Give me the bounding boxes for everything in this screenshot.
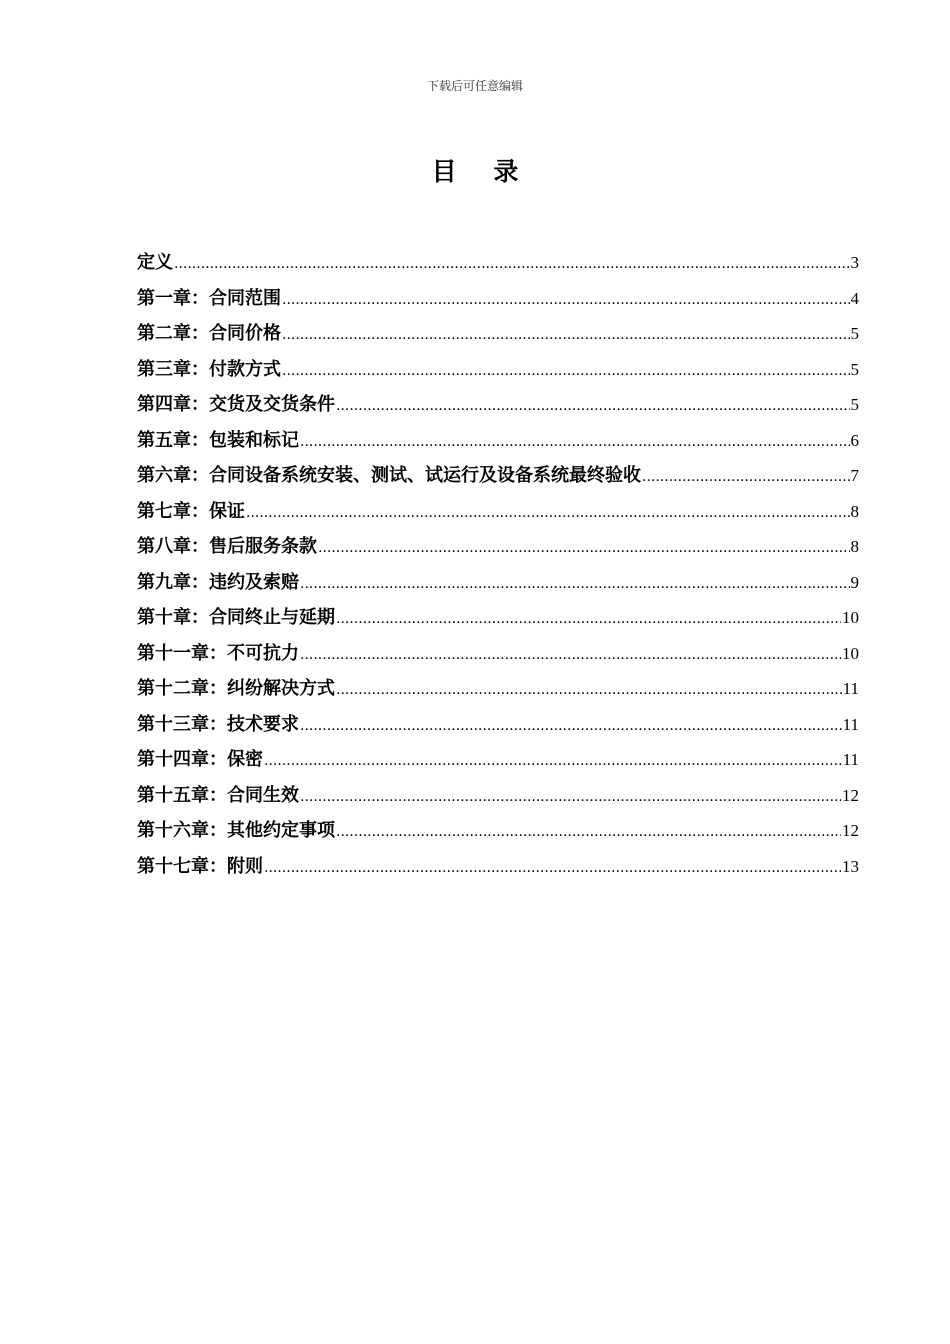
toc-entry-label: 第八章：售后服务条款 — [137, 536, 317, 557]
toc-entry-label: 第十五章：合同生效 — [137, 784, 299, 806]
toc-entry-page: 9 — [850, 572, 859, 592]
toc-entry[interactable] — [137, 458, 859, 494]
toc-entry-page: 3 — [850, 253, 859, 272]
toc-entry-page: 12 — [842, 821, 859, 840]
toc-entry-label: 第十二章：纠纷解决方式 — [137, 678, 335, 699]
toc-entry[interactable] — [137, 245, 859, 281]
toc-leader-dots — [318, 531, 850, 567]
toc-entry-page: 10 — [842, 608, 859, 627]
toc-leader-dots — [246, 496, 850, 532]
toc-entry-label: 第十七章：附则 — [137, 855, 263, 877]
toc-entry[interactable] — [137, 742, 859, 778]
toc-leader-dots — [336, 815, 841, 851]
toc-leader-dots — [336, 389, 850, 425]
toc-entry-label: 第十四章：保密 — [137, 749, 263, 770]
toc-leader-dots — [264, 744, 842, 780]
toc-entry-page: 6 — [850, 430, 859, 450]
toc-entry-label: 第十六章：其他约定事项 — [137, 820, 335, 841]
toc-entry-page: 8 — [850, 537, 859, 556]
toc-leader-dots — [336, 602, 841, 638]
toc-entry[interactable] — [137, 600, 859, 636]
toc-leader-dots — [282, 283, 850, 319]
toc-entry-page: 5 — [850, 324, 859, 343]
toc-entry[interactable] — [137, 494, 859, 530]
toc-entry-label: 第十章：合同终止与延期 — [137, 607, 335, 628]
toc-entry[interactable] — [137, 707, 859, 743]
toc-entry-label: 第五章：包装和标记 — [137, 429, 299, 451]
toc-leader-dots — [174, 247, 850, 283]
toc-entry[interactable] — [137, 352, 859, 388]
toc-leader-dots — [282, 354, 850, 390]
toc-entry-label: 第二章：合同价格 — [137, 323, 281, 344]
toc-entry-page: 10 — [842, 643, 859, 663]
toc-entry-label: 第六章：合同设备系统安装、测试、试运行及设备系统最终验收 — [137, 465, 641, 486]
header-note: 下载后可任意编辑 — [426, 79, 523, 93]
toc-entry-page: 8 — [850, 501, 859, 521]
toc-entry[interactable] — [137, 849, 859, 885]
toc-entry[interactable] — [137, 636, 859, 672]
toc-entry[interactable] — [137, 565, 859, 601]
toc-entry-page: 11 — [842, 679, 859, 698]
toc-entry-page: 12 — [842, 785, 859, 805]
toc-entry[interactable] — [137, 529, 859, 565]
toc-leader-dots — [336, 673, 842, 709]
toc-entry-page: 5 — [850, 395, 859, 414]
toc-entry-page: 4 — [850, 288, 859, 308]
toc-leader-dots — [300, 780, 841, 816]
toc-entry[interactable] — [137, 671, 859, 707]
toc-entry-page: 11 — [842, 750, 859, 769]
toc-entry-page: 7 — [850, 466, 859, 485]
toc-leader-dots — [300, 638, 841, 674]
toc-entry-label: 第四章：交货及交货条件 — [137, 394, 335, 415]
toc-entry-label: 第九章：违约及索赔 — [137, 571, 299, 593]
toc-entry[interactable] — [137, 387, 859, 423]
toc-leader-dots — [300, 709, 842, 745]
toc-entry-page: 5 — [850, 359, 859, 379]
toc-leader-dots — [264, 851, 841, 887]
toc-leader-dots — [642, 460, 850, 496]
toc-entry-page: 11 — [842, 714, 859, 734]
table-of-contents — [137, 245, 859, 884]
toc-entry-label: 定义 — [137, 252, 173, 273]
toc-entry-label: 第一章：合同范围 — [137, 287, 281, 309]
toc-entry-page: 13 — [842, 856, 859, 876]
toc-entry-label: 第十三章：技术要求 — [137, 713, 299, 735]
toc-entry[interactable] — [137, 778, 859, 814]
toc-entry[interactable] — [137, 316, 859, 352]
toc-leader-dots — [282, 318, 850, 354]
toc-entry-label: 第三章：付款方式 — [137, 358, 281, 380]
page-title: 目 录 — [431, 157, 533, 186]
toc-entry[interactable] — [137, 423, 859, 459]
toc-entry-label: 第十一章：不可抗力 — [137, 642, 299, 664]
toc-leader-dots — [300, 567, 850, 603]
toc-entry[interactable] — [137, 813, 859, 849]
toc-entry-label: 第七章：保证 — [137, 500, 245, 522]
toc-leader-dots — [300, 425, 850, 461]
toc-entry[interactable] — [137, 281, 859, 317]
